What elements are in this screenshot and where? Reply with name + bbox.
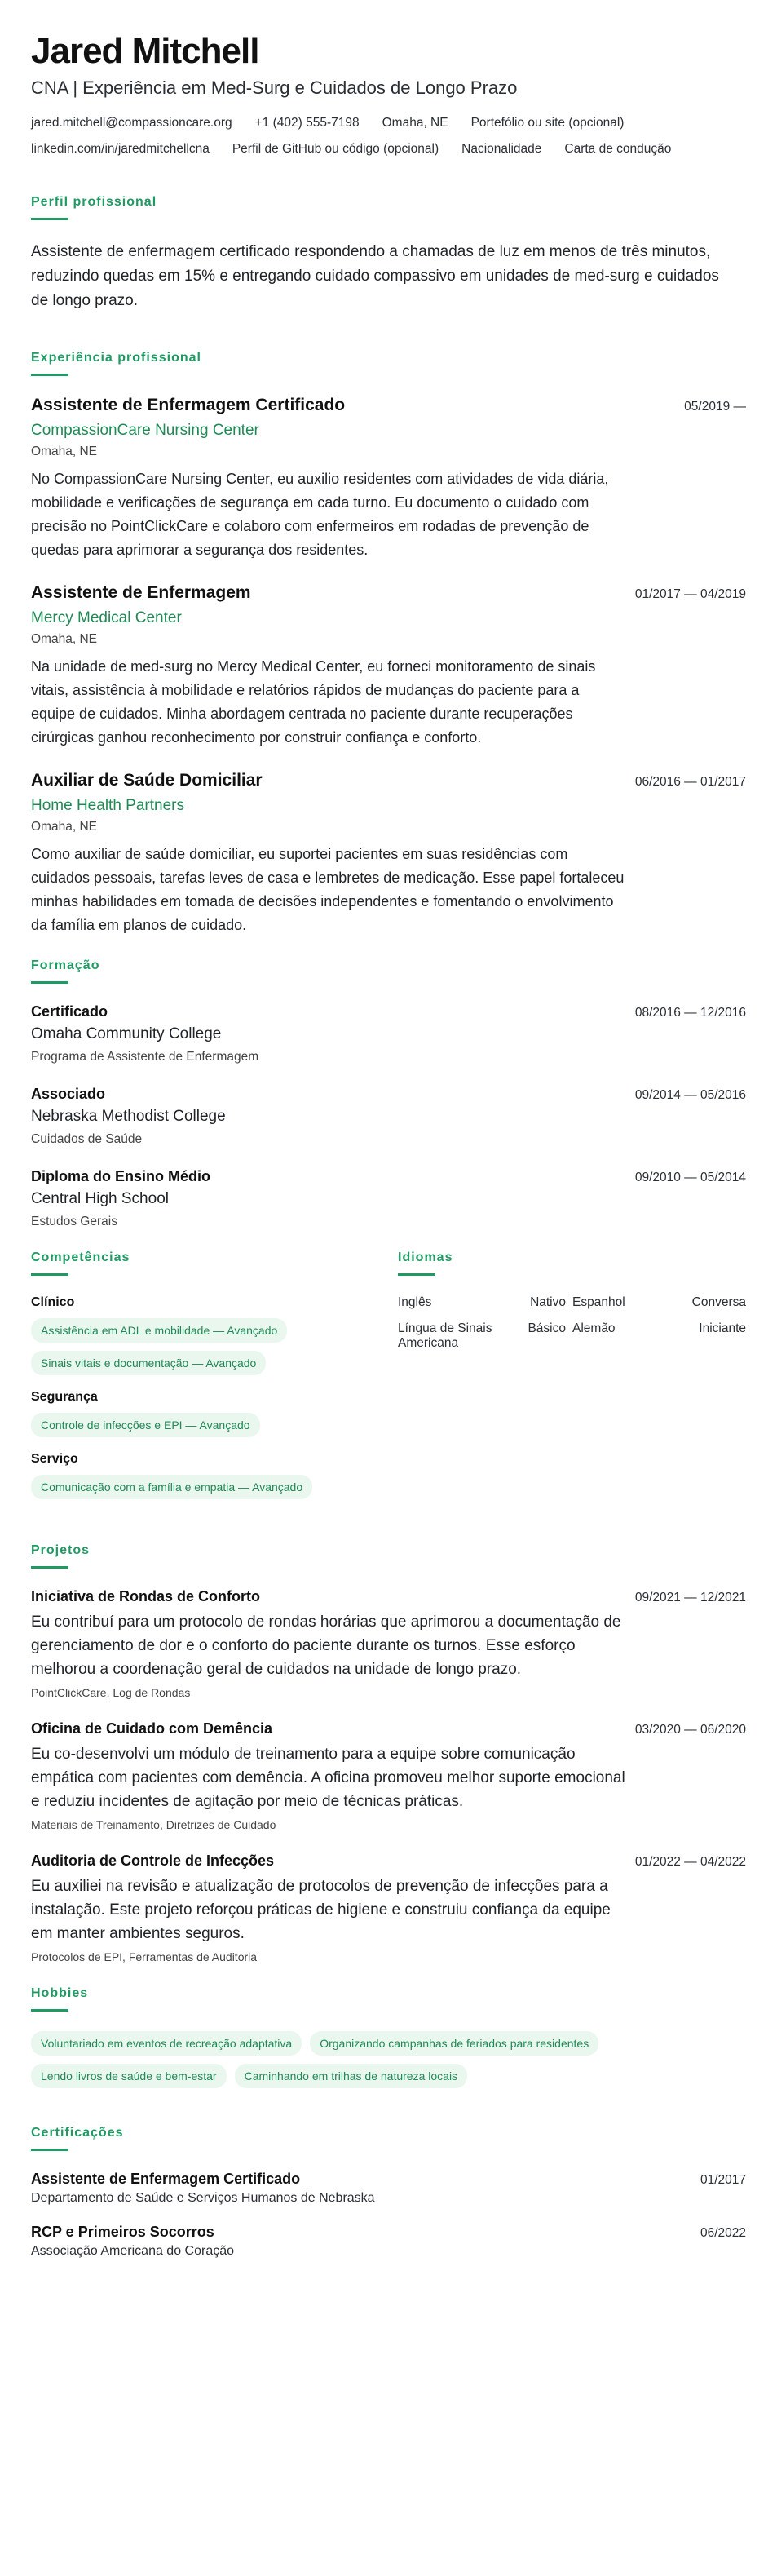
project-description: Eu contribuí para um protocolo de rondas horárias que aprimorou a documentação de gerenciamento de dor e o conforto do paciente durante os turnos. Esse esforço melhorou a coordenação geral de cuidados na unidade de longo prazo. (31, 1613, 621, 1678)
project-entry (31, 1588, 746, 1699)
skill-chip: Comunicação com a família e empatia — Avançado (31, 1475, 312, 1499)
skills-languages-row (31, 1250, 746, 1514)
education-entry (31, 1168, 746, 1229)
job-employer: Home Health Partners (31, 796, 184, 814)
hobby-chip: Voluntariado em eventos de recreação adaptativa (31, 2031, 302, 2056)
education-section (31, 958, 746, 1229)
language-name: Inglês (398, 1295, 432, 1309)
language-level: Conversa (691, 1295, 746, 1309)
section-title: Formação (31, 958, 100, 972)
certification-date: 06/2022 (700, 2225, 746, 2240)
section-rule (31, 2009, 68, 2012)
project-entry (31, 1720, 746, 1831)
job-entry (31, 583, 746, 750)
education-degree: Diploma do Ensino Médio (31, 1167, 210, 1184)
education-school: Omaha Community College (31, 1025, 222, 1042)
section-rule (31, 1273, 68, 1276)
certifications-section (31, 2126, 746, 2259)
project-dates: 01/2022 — 04/2022 (634, 1854, 746, 1869)
language-level: Básico (528, 1321, 566, 1335)
section-rule (31, 218, 68, 220)
project-dates: 03/2020 — 06/2020 (634, 1722, 746, 1737)
language-name: Língua de Sinais Americana (398, 1321, 492, 1350)
job-dates: 06/2016 — 01/2017 (634, 774, 746, 789)
project-tools: Protocolos de EPI, Ferramentas de Auditoria (31, 1950, 258, 1963)
section-rule (31, 1566, 68, 1569)
job-entry (31, 771, 746, 937)
hobbies-section (31, 1986, 746, 2088)
education-field: Programa de Assistente de Enfermagem (31, 1049, 259, 1064)
job-description: Na unidade de med-surg no Mercy Medical Center, eu forneci monitoramento de sinais vitais, assistência à mobilidade e relatórios rápidos de mudanças do paciente para a equipe de cuidados. Minha abordagem centrada no paciente durante recuperações cirúrgicas ganhou reconhecimento por construir confiança e conforto. (31, 657, 596, 746)
section-rule (31, 2149, 68, 2151)
job-location: Omaha, NE (31, 819, 97, 834)
project-entry (31, 1852, 746, 1963)
project-name: Iniciativa de Rondas de Conforto (31, 1587, 261, 1604)
project-description: Eu auxiliei na revisão e atualização de protocolos de prevenção de infecções para a instalação. Este projeto reforçou práticas de higiene e construiu confiança da equipe em manter ambientes seguros. (31, 1877, 611, 1942)
job-employer: Mercy Medical Center (31, 609, 182, 626)
project-name: Oficina de Cuidado com Demência (31, 1720, 273, 1737)
project-tools: PointClickCare, Log de Rondas (31, 1685, 191, 1699)
job-description: No CompassionCare Nursing Center, eu auxilio residentes com atividades de vida diária, mobilidade e verificações de segurança em cada turno. Eu documento o cuidado com precisão no PointClickCare e colaboro com enfermeiros em rodadas de prevenção de quedas para aprimorar a segurança dos residentes. (31, 470, 609, 558)
certification-name: Assistente de Enfermagem Certificado (31, 2170, 301, 2187)
candidate-headline: CNA | Experiência em Med-Surg e Cuidados de Longo Prazo (31, 77, 518, 98)
projects-section (31, 1543, 746, 1963)
certification-issuer: Departamento de Saúde e Serviços Humanos de Nebraska (31, 2190, 375, 2205)
section-title: Experiência profissional (31, 350, 201, 365)
language-level: Nativo (530, 1295, 566, 1309)
contact-nationality: Nacionalidade (461, 141, 542, 156)
contact-linkedin[interactable]: linkedin.com/in/jaredmitchellcna (31, 141, 210, 156)
contact-license: Carta de condução (564, 141, 672, 156)
candidate-name: Jared Mitchell (31, 31, 259, 71)
skill-group (31, 1295, 349, 1375)
contact-phone[interactable]: +1 (402) 555-7198 (254, 115, 360, 130)
section-rule (31, 374, 68, 376)
education-entry (31, 1086, 746, 1147)
section-title: Idiomas (398, 1250, 453, 1264)
skill-group (31, 1390, 349, 1437)
section-title: Projetos (31, 1543, 91, 1557)
contact-location: Omaha, NE (382, 115, 448, 130)
project-name: Auditoria de Controle de Infecções (31, 1852, 275, 1869)
section-title: Competências (31, 1250, 130, 1264)
skill-category: Clínico (31, 1295, 75, 1309)
skill-chip: Assistência em ADL e mobilidade — Avançado (31, 1318, 287, 1343)
section-title: Hobbies (31, 1985, 89, 2000)
education-dates: 08/2016 — 12/2016 (634, 1005, 746, 1020)
education-entry (31, 1003, 746, 1064)
education-dates: 09/2010 — 05/2014 (634, 1170, 746, 1184)
languages-list (398, 1295, 746, 1351)
contact-portfolio[interactable]: Portefólio ou site (opcional) (470, 115, 625, 130)
section-title: Perfil profissional (31, 194, 157, 209)
job-location: Omaha, NE (31, 444, 97, 458)
job-employer: CompassionCare Nursing Center (31, 421, 259, 439)
contact-github[interactable]: Perfil de GitHub ou código (opcional) (232, 141, 439, 156)
resume-header (31, 31, 746, 157)
job-description: Como auxiliar de saúde domiciliar, eu suportei pacientes em suas residências com cuidados pessoais, tarefas leves de casa e lembretes de medicação. Esse papel fortaleceu minhas habilidades em tomada de decisões independentes e fomentando o envolvimento da família em planos de cuidado. (31, 845, 625, 933)
language-name: Alemão (572, 1321, 616, 1335)
hobby-chip: Organizando campanhas de feriados para residentes (310, 2031, 598, 2056)
education-dates: 09/2014 — 05/2016 (634, 1087, 746, 1102)
certification-date: 01/2017 (700, 2172, 746, 2187)
education-school: Central High School (31, 1189, 169, 1207)
contact-info (31, 115, 746, 157)
summary-text: Assistente de enfermagem certificado respondendo a chamadas de luz em menos de três minutos, reduzindo quedas em 15% e entregando cuidado compassivo em unidades de med-surg e cuidados de longo prazo. (31, 242, 719, 309)
hobby-chip: Lendo livros de saúde e bem-estar (31, 2064, 227, 2088)
education-field: Estudos Gerais (31, 1214, 117, 1228)
section-rule (398, 1273, 435, 1276)
education-degree: Associado (31, 1085, 106, 1102)
skills-section (31, 1250, 349, 1514)
job-dates: 01/2017 — 04/2019 (634, 586, 746, 601)
hobby-chip: Caminhando em trilhas de natureza locais (235, 2064, 467, 2088)
summary-section (31, 195, 746, 313)
job-title: Assistente de Enfermagem Certificado (31, 395, 346, 414)
skill-category: Segurança (31, 1389, 98, 1404)
skill-group (31, 1452, 349, 1499)
project-description: Eu co-desenvolvi um módulo de treinamento para a equipe sobre comunicação empática com pacientes com demência. A oficina promoveu melhor suporte emocional e reduziu incidentes de agitação por meio de técnicas práticas. (31, 1745, 625, 1810)
certification-entry (31, 2224, 746, 2259)
contact-email[interactable]: jared.mitchell@compassioncare.org (31, 115, 232, 130)
education-degree: Certificado (31, 1003, 108, 1020)
experience-section (31, 351, 746, 937)
skill-chip: Sinais vitais e documentação — Avançado (31, 1351, 266, 1375)
project-dates: 09/2021 — 12/2021 (634, 1590, 746, 1604)
education-school: Nebraska Methodist College (31, 1107, 226, 1125)
hobby-list (31, 2031, 700, 2088)
project-tools: Materiais de Treinamento, Diretrizes de Cuidado (31, 1817, 276, 1831)
language-level: Iniciante (699, 1321, 746, 1335)
certification-entry (31, 2171, 746, 2206)
education-field: Cuidados de Saúde (31, 1131, 143, 1146)
job-title: Auxiliar de Saúde Domiciliar (31, 770, 263, 790)
job-location: Omaha, NE (31, 631, 97, 646)
job-dates: 05/2019 — (684, 399, 746, 414)
section-rule (31, 981, 68, 984)
skill-category: Serviço (31, 1451, 78, 1466)
languages-section (398, 1250, 746, 1514)
certification-issuer: Associação Americana do Coração (31, 2243, 235, 2258)
language-name: Espanhol (572, 1295, 625, 1309)
skill-chip: Controle de infecções e EPI — Avançado (31, 1413, 260, 1437)
job-entry (31, 396, 746, 562)
section-title: Certificações (31, 2125, 124, 2140)
certification-name: RCP e Primeiros Socorros (31, 2223, 214, 2240)
job-title: Assistente de Enfermagem (31, 582, 251, 602)
